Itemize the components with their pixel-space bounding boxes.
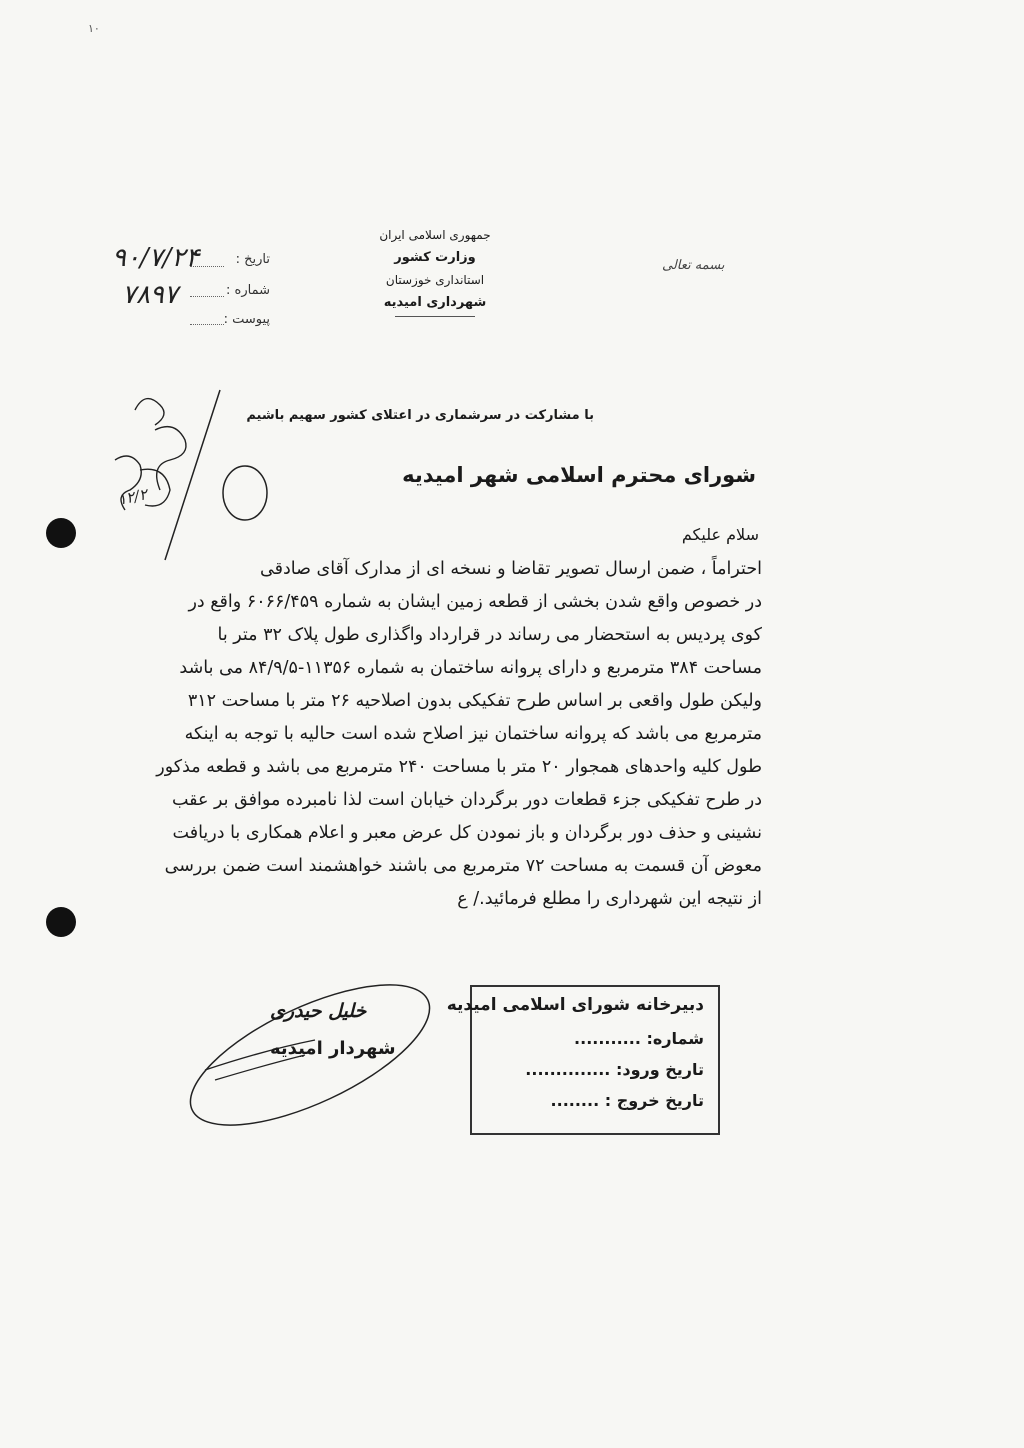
letterhead — [360, 228, 510, 317]
punch-hole-top — [46, 518, 76, 548]
body-line-11: از نتیجه این شهرداری را مطلع فرمائید./ ع — [457, 889, 762, 909]
meta-dots-3 — [190, 324, 224, 325]
signature-title: شهردار امیدیه — [270, 1038, 396, 1059]
date-value: ۹۰/۷/۲۴ — [112, 243, 200, 273]
secretariat-stamp — [446, 985, 720, 1135]
signature-name: خلیل حیدری — [270, 1000, 367, 1022]
stamp-entry-value: .............. — [525, 1060, 611, 1079]
number-value: ۷۸۹۷ — [122, 280, 178, 310]
letterhead-republic: جمهوری اسلامی ایران — [379, 228, 491, 242]
letterhead-ministry: وزارت کشور — [394, 250, 476, 265]
greeting: سلام علیکم — [681, 525, 759, 544]
stamp-title: دبیرخانه شورای اسلامی امیدیه — [446, 995, 704, 1015]
letterhead-municipality: شهرداری امیدیه — [383, 295, 487, 310]
bismillah: بسمه تعالی — [662, 258, 725, 273]
body-line-8: در طرح تفکیکی جزء قطعات دور برگردان خیابان است لذا نامبرده موافق بر عقب — [171, 790, 762, 810]
stamp-exit-value: ........ — [550, 1091, 600, 1110]
body-line-2: در خصوص واقع شدن بخشی از قطعه زمین ایشان به شماره ۶۰۶۶/۴۵۹ واقع در — [188, 592, 762, 612]
body-line-6: مترمربع می باشد که پروانه ساختمان نیز اصلاح شده است حالیه با توجه به اینکه — [184, 724, 762, 744]
body-line-10: معوض آن قسمت به مساحت ۷۲ مترمربع می باشند خواهشمند است ضمن بررسی — [164, 856, 762, 876]
slogan: با مشارکت در سرشماری در اعتلای کشور سهیم باشیم — [246, 408, 594, 423]
punch-hole-bottom — [46, 907, 76, 937]
letterhead-divider — [395, 316, 475, 317]
stamp-number-value: ........... — [574, 1029, 641, 1048]
attachment-label: پیوست : — [223, 312, 270, 327]
margin-annotation-scribble — [95, 370, 285, 570]
body-line-5: ولیکن طول واقعی بر اساس طرح تفکیکی بدون اصلاحیه ۲۶ متر با مساحت ۳۱۲ — [187, 691, 762, 711]
body-line-7: طول کلیه واحدهای همجوار ۲۰ متر با مساحت ۲۴۰ مترمربع می باشد و قطعه مذکور — [156, 757, 762, 777]
stamp-number-row — [486, 1029, 704, 1048]
letterhead-province: استانداری خوزستان — [385, 273, 485, 287]
stamp-number-label: شماره: — [646, 1029, 704, 1048]
number-label: شماره : — [226, 283, 270, 298]
body-line-3: کوی پردیس به استحضار می رساند در قرارداد واگذاری طول پلاک ۳۲ متر با — [217, 625, 762, 645]
signature-loop — [175, 960, 445, 1170]
stamp-entry-label: تاریخ ورود: — [615, 1060, 704, 1079]
corner-mark: ۱۰ — [88, 22, 100, 35]
margin-annotation-text: ۱۲/۲ — [116, 485, 149, 509]
body-line-1: احتراماً ، ضمن ارسال تصویر تقاضا و نسخه ای از مدارک آقای صادقی — [260, 559, 762, 579]
body-line-4: مساحت ۳۸۴ مترمربع و دارای پروانه ساختمان به شماره ۱۱۳۵۶-۸۴/۹/۵ می باشد — [179, 658, 762, 678]
date-label: تاریخ : — [235, 252, 270, 267]
body-line-9: نشینی و حذف دور برگردان و باز نمودن کل عرض معبر و اعلام همکاری با دریافت — [172, 823, 762, 843]
meta-dots — [190, 266, 224, 267]
recipient: شورای محترم اسلامی شهر امیدیه — [402, 463, 756, 487]
stamp-exit-label: تاریخ خروج : — [604, 1091, 704, 1110]
stamp-entry-row — [486, 1060, 704, 1079]
date-row — [190, 252, 270, 267]
meta-dots-2 — [190, 296, 224, 297]
stamp-exit-row — [486, 1091, 704, 1110]
